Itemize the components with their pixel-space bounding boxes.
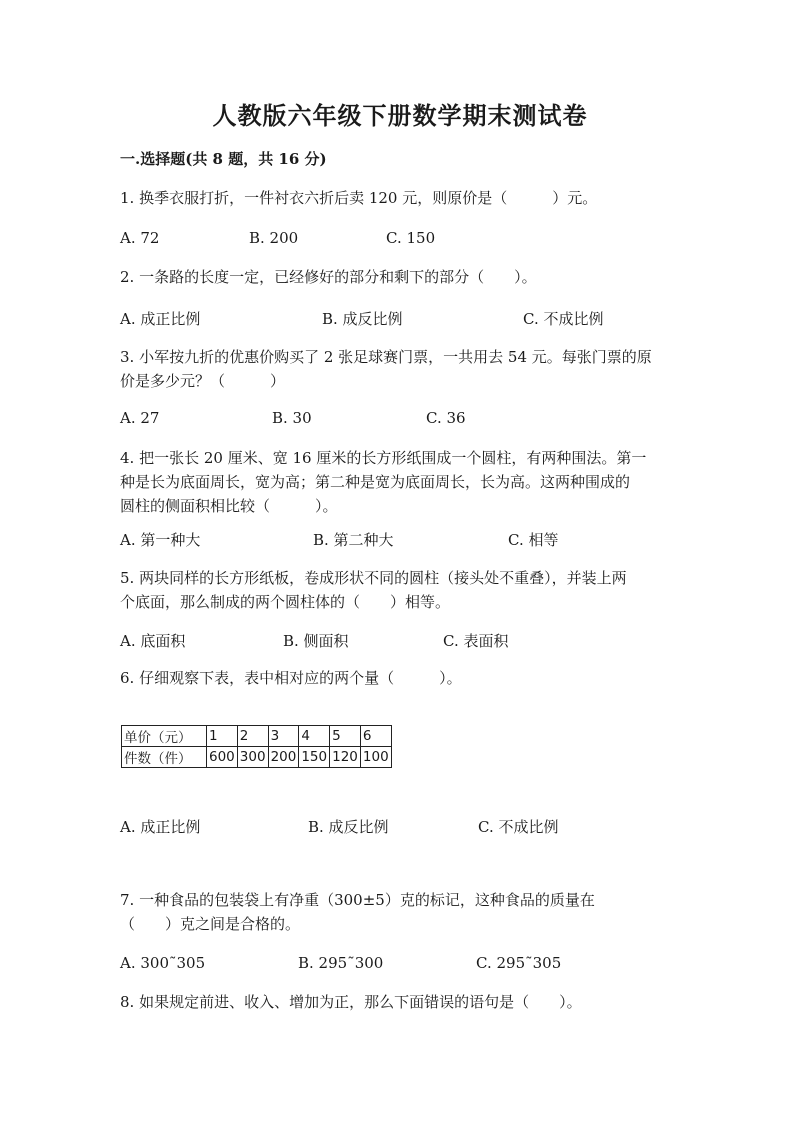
table-cell: 150 (299, 747, 330, 768)
table-cell: 3 (268, 726, 299, 747)
question-4-line-3: 圆柱的侧面积相比较（ ）。 (120, 497, 338, 515)
table-cell: 300 (237, 747, 268, 768)
section-heading: 一.选择题(共 8 题，共 16 分) (120, 150, 327, 168)
table-cell: 件数（件） (122, 747, 207, 768)
table-cell: 6 (360, 726, 391, 747)
q4-option-c: C. 相等 (508, 531, 559, 549)
q3-option-b: B. 30 (272, 409, 312, 427)
q1-option-c: C. 150 (386, 229, 436, 247)
question-4-line-2: 种是长为底面周长，宽为高；第二种是宽为底面周长，长为高。这两种围成的 (120, 473, 631, 491)
question-6-line-1: 6. 仔细观察下表，表中相对应的两个量（ ）。 (120, 669, 462, 687)
q2-option-b: B. 成反比例 (322, 310, 403, 328)
table-cell: 100 (360, 747, 391, 768)
q7-option-c: C. 295˜305 (476, 954, 562, 972)
price-quantity-table (121, 725, 392, 768)
q1-option-a: A. 72 (120, 229, 160, 247)
table-cell: 1 (207, 726, 238, 747)
table-cell: 单价（元） (122, 726, 207, 747)
q6-option-a: A. 成正比例 (120, 818, 201, 836)
table-row-price (122, 726, 392, 747)
question-1-line-1: 1. 换季衣服打折，一件衬衣六折后卖 120 元，则原价是（ ）元。 (120, 189, 598, 207)
question-3-line-2: 价是多少元？（ ） (120, 372, 286, 390)
question-7-line-1: 7. 一种食品的包装袋上有净重（300±5）克的标记，这种食品的质量在 (120, 891, 595, 909)
table-cell: 2 (237, 726, 268, 747)
table-cell: 120 (330, 747, 361, 768)
question-8-line-1: 8. 如果规定前进、收入、增加为正，那么下面错误的语句是（ ）。 (120, 993, 582, 1011)
question-7-line-2: （ ）克之间是合格的。 (120, 915, 301, 933)
question-4-line-1: 4. 把一张长 20 厘米、宽 16 厘米的长方形纸围成一个圆柱，有两种围法。第一 (120, 449, 647, 467)
table-cell: 200 (268, 747, 299, 768)
q5-option-b: B. 侧面积 (283, 632, 349, 650)
q6-option-b: B. 成反比例 (308, 818, 389, 836)
question-3-line-1: 3. 小军按九折的优惠价购买了 2 张足球赛门票，一共用去 54 元。每张门票的原 (120, 348, 652, 366)
question-5-line-1: 5. 两块同样的长方形纸板，卷成形状不同的圆柱（接头处不重叠），并装上两 (120, 569, 627, 587)
q2-option-a: A. 成正比例 (120, 310, 201, 328)
page-title: 人教版六年级下册数学期末测试卷 (212, 101, 588, 130)
q3-option-a: A. 27 (120, 409, 160, 427)
q5-option-a: A. 底面积 (120, 632, 186, 650)
q1-option-b: B. 200 (249, 229, 299, 247)
q4-option-b: B. 第二种大 (313, 531, 394, 549)
q3-option-c: C. 36 (426, 409, 466, 427)
question-2-line-1: 2. 一条路的长度一定，已经修好的部分和剩下的部分（ ）。 (120, 268, 537, 286)
q7-option-b: B. 295˜300 (298, 954, 384, 972)
table-cell: 600 (207, 747, 238, 768)
q4-option-a: A. 第一种大 (120, 531, 201, 549)
q5-option-c: C. 表面积 (443, 632, 509, 650)
q6-option-c: C. 不成比例 (478, 818, 559, 836)
table-cell: 4 (299, 726, 330, 747)
question-5-line-2: 个底面，那么制成的两个圆柱体的（ ）相等。 (120, 593, 451, 611)
table-row-quantity (122, 747, 392, 768)
q7-option-a: A. 300˜305 (120, 954, 206, 972)
q2-option-c: C. 不成比例 (523, 310, 604, 328)
table-cell: 5 (330, 726, 361, 747)
